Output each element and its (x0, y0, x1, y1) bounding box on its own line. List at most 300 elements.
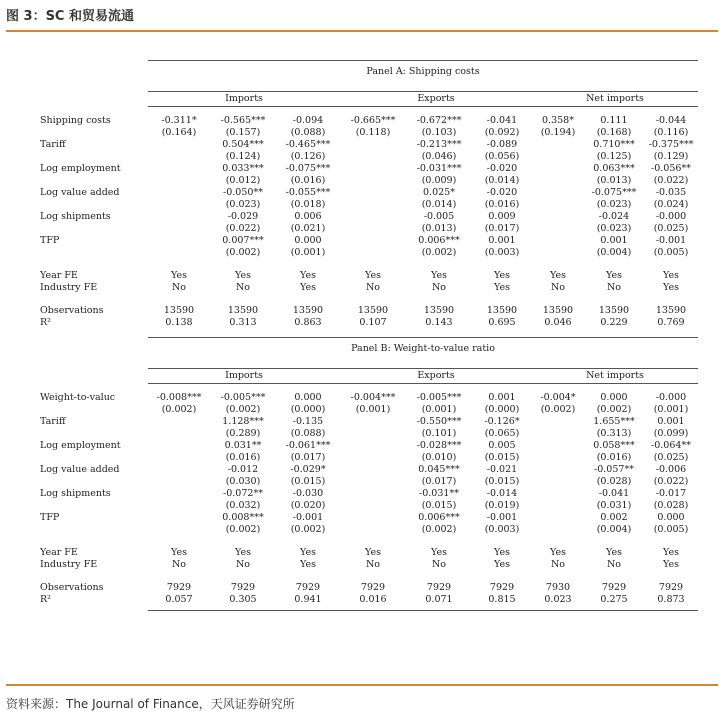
coefficient-cell: -0.031*** (416, 163, 462, 174)
coefficient-cell: 1.655*** (593, 416, 635, 427)
coefficient-row (40, 464, 698, 476)
coefficient-cell: -0.024 (598, 211, 630, 222)
coefficient-cell: -0.057** (594, 464, 634, 475)
coefficient-cell: -0.029* (290, 464, 326, 475)
std-error-cell: (0.001) (290, 247, 326, 258)
std-error-cell: (0.157) (225, 127, 261, 138)
std-error-cell: (0.000) (290, 404, 326, 415)
std-error-cell (532, 223, 584, 235)
fe-cell: Yes (606, 547, 622, 558)
fe-cell: Yes (494, 559, 510, 570)
coefficient-cell: 0.006 (294, 211, 322, 222)
coefficient-row (40, 512, 698, 524)
std-error-cell: (0.092) (484, 127, 520, 138)
std-error-cell (340, 428, 406, 440)
std-error-cell: (0.031) (596, 500, 632, 511)
fe-cell: Yes (235, 547, 251, 558)
group-header: Imports (148, 92, 340, 107)
coefficient-cell: 0.710*** (593, 139, 635, 150)
fe-cell: No (365, 282, 381, 293)
coefficient-cell: -0.055*** (285, 187, 331, 198)
std-error-cell: (0.018) (290, 199, 326, 210)
std-error-row (40, 428, 698, 440)
std-error-cell: (0.002) (290, 524, 326, 535)
std-error-cell: (0.001) (421, 404, 457, 415)
std-error-cell (340, 524, 406, 536)
std-error-cell: (0.002) (161, 404, 197, 415)
source-note: 资料来源：The Journal of Finance，天风证券研究所 (6, 697, 295, 711)
std-error-cell: (0.013) (421, 223, 457, 234)
coefficient-cell: -0.014 (486, 488, 518, 499)
stat-cell: 7929 (166, 582, 192, 593)
coefficient-cell: -0.064** (651, 440, 691, 451)
coefficient-cell (148, 512, 210, 524)
coefficient-cell (148, 488, 210, 500)
coefficient-cell: -0.665*** (350, 115, 396, 126)
stat-cell: 0.046 (544, 317, 572, 328)
stat-cell: 0.695 (488, 317, 516, 328)
coefficient-cell (532, 163, 584, 175)
coefficient-cell: -0.050** (223, 187, 263, 198)
spacer-row (40, 329, 698, 338)
coefficient-cell (532, 416, 584, 428)
coefficient-cell (148, 416, 210, 428)
std-error-row (40, 151, 698, 163)
year-fe-row (40, 547, 698, 559)
std-error-cell (148, 452, 210, 464)
fe-cell: Yes (300, 547, 316, 558)
coefficient-cell (148, 211, 210, 223)
row-label: Year FE (40, 270, 78, 281)
fe-cell: Yes (494, 547, 510, 558)
std-error-cell: (0.012) (225, 175, 261, 186)
stat-cell: 7929 (489, 582, 515, 593)
coefficient-cell: -0.061*** (285, 440, 331, 451)
coefficient-cell (532, 211, 584, 223)
coefficient-cell: 0.002 (600, 512, 628, 523)
fe-cell: Yes (431, 547, 447, 558)
regression-table (40, 60, 698, 623)
coefficient-cell: -0.672*** (416, 115, 462, 126)
std-error-row (40, 476, 698, 488)
group-header: Exports (340, 369, 532, 384)
stat-cell: 7929 (230, 582, 256, 593)
fe-cell: Yes (663, 270, 679, 281)
std-error-cell (148, 524, 210, 536)
coefficient-cell: 0.006*** (418, 512, 460, 523)
coefficient-cell: -0.020 (486, 187, 518, 198)
coefficient-cell: 0.063*** (593, 163, 635, 174)
coefficient-cell (148, 464, 210, 476)
coefficient-cell: -0.004* (540, 392, 576, 403)
fe-cell: No (606, 559, 622, 570)
row-label: Shipping costs (40, 115, 111, 126)
std-error-cell: (0.164) (161, 127, 197, 138)
fe-cell: No (235, 559, 251, 570)
coefficient-cell (340, 163, 406, 175)
std-error-cell: (0.023) (225, 199, 261, 210)
coefficient-cell: -0.005*** (416, 392, 462, 403)
group-header: Exports (340, 92, 532, 107)
coefficient-cell (340, 440, 406, 452)
stat-cell: 0.863 (294, 317, 322, 328)
fe-cell: No (550, 559, 566, 570)
coefficient-cell: -0.005*** (220, 392, 266, 403)
fe-cell: Yes (300, 270, 316, 281)
coefficient-cell: 0.025* (423, 187, 455, 198)
stat-cell: 13590 (598, 305, 630, 316)
coefficient-cell: -0.075*** (591, 187, 637, 198)
fe-cell: Yes (171, 270, 187, 281)
coefficient-cell: 0.000 (600, 392, 628, 403)
std-error-cell: (0.010) (421, 452, 457, 463)
figure-title: 图 3：SC 和贸易流通 (6, 9, 135, 24)
coefficient-cell (148, 187, 210, 199)
coefficient-cell: -0.565*** (220, 115, 266, 126)
std-error-cell: (0.005) (653, 247, 689, 258)
row-label: Observations (40, 305, 104, 316)
coefficient-cell: 0.006*** (418, 235, 460, 246)
coefficient-cell: 0.058*** (593, 440, 635, 451)
std-error-cell (532, 500, 584, 512)
coefficient-cell (340, 187, 406, 199)
coefficient-row (40, 187, 698, 199)
std-error-cell: (0.004) (596, 524, 632, 535)
stat-cell: 0.057 (165, 594, 193, 605)
stat-cell: 13590 (227, 305, 259, 316)
stat-cell: 7930 (545, 582, 571, 593)
fe-cell: No (365, 559, 381, 570)
std-error-cell: (0.017) (290, 452, 326, 463)
coefficient-row (40, 488, 698, 500)
stat-cell: 0.313 (229, 317, 257, 328)
fe-cell: Yes (550, 270, 566, 281)
std-error-cell: (0.028) (653, 500, 689, 511)
std-error-cell: (0.099) (653, 428, 689, 439)
coefficient-row (40, 416, 698, 428)
coefficient-cell: -0.213*** (416, 139, 462, 150)
std-error-cell: (0.016) (225, 452, 261, 463)
coefficient-cell: 0.111 (600, 115, 628, 126)
std-error-cell (148, 175, 210, 187)
row-label: R² (40, 317, 51, 328)
std-error-cell: (0.313) (596, 428, 632, 439)
fe-cell: No (171, 559, 187, 570)
stat-cell: 7929 (360, 582, 386, 593)
panel-title-row (40, 338, 698, 361)
std-error-cell: (0.129) (653, 151, 689, 162)
std-error-row (40, 500, 698, 512)
fe-cell: Yes (171, 547, 187, 558)
coefficient-cell: 0.000 (294, 392, 322, 403)
coefficient-cell: -0.089 (486, 139, 518, 150)
stat-cell: 13590 (655, 305, 687, 316)
coefficient-cell: -0.030 (292, 488, 324, 499)
coefficient-cell: -0.008*** (156, 392, 202, 403)
std-error-cell (532, 428, 584, 440)
coefficient-cell: 0.358* (542, 115, 574, 126)
std-error-cell: (0.118) (355, 127, 391, 138)
std-error-cell (340, 452, 406, 464)
stat-cell: 0.769 (657, 317, 685, 328)
r2-row (40, 594, 698, 606)
coefficient-cell: -0.004*** (350, 392, 396, 403)
std-error-cell (148, 500, 210, 512)
row-label: R² (40, 594, 51, 605)
coefficient-cell: 0.033*** (222, 163, 264, 174)
coefficient-cell (148, 163, 210, 175)
row-label: Industry FE (40, 559, 98, 570)
std-error-cell (148, 476, 210, 488)
std-error-row (40, 127, 698, 139)
fe-cell: No (606, 282, 622, 293)
stat-cell: 7929 (658, 582, 684, 593)
spacer-row (40, 259, 698, 270)
std-error-cell: (0.126) (290, 151, 326, 162)
coefficient-cell (532, 464, 584, 476)
coefficient-cell: 0.001 (657, 416, 685, 427)
row-label: Observations (40, 582, 104, 593)
stat-cell: 0.941 (294, 594, 322, 605)
std-error-cell (532, 151, 584, 163)
std-error-cell: (0.088) (290, 428, 326, 439)
std-error-cell: (0.289) (225, 428, 261, 439)
std-error-cell (340, 199, 406, 211)
row-label: Log value added (40, 464, 120, 475)
std-error-cell (340, 175, 406, 187)
std-error-cell (532, 175, 584, 187)
coefficient-row (40, 115, 698, 127)
std-error-cell (148, 428, 210, 440)
coefficient-row (40, 440, 698, 452)
coefficient-cell: -0.001 (655, 235, 687, 246)
coefficient-cell: 0.001 (488, 235, 516, 246)
stat-cell: 7929 (426, 582, 452, 593)
std-error-cell: (0.017) (421, 476, 457, 487)
row-label: Log employment (40, 440, 121, 451)
std-error-cell: (0.002) (421, 247, 457, 258)
row-label: TFP (40, 512, 60, 523)
stat-cell: 0.023 (544, 594, 572, 605)
coefficient-cell: -0.000 (655, 211, 687, 222)
coefficient-cell: -0.001 (486, 512, 518, 523)
std-error-cell (340, 151, 406, 163)
std-error-row (40, 452, 698, 464)
std-error-cell: (0.002) (421, 524, 457, 535)
stat-cell: 13590 (486, 305, 518, 316)
std-error-cell: (0.014) (484, 175, 520, 186)
std-error-cell: (0.003) (484, 524, 520, 535)
coefficient-cell (340, 211, 406, 223)
std-error-cell: (0.009) (421, 175, 457, 186)
std-error-cell: (0.016) (290, 175, 326, 186)
coefficient-cell: -0.035 (655, 187, 687, 198)
spacer-row (40, 571, 698, 582)
coefficient-cell: -0.044 (655, 115, 687, 126)
panel-title-row (40, 61, 698, 84)
std-error-cell: (0.028) (596, 476, 632, 487)
std-error-cell: (0.088) (290, 127, 326, 138)
coefficient-cell (340, 464, 406, 476)
std-error-cell: (0.016) (596, 452, 632, 463)
std-error-cell: (0.003) (484, 247, 520, 258)
std-error-cell: (0.014) (421, 199, 457, 210)
std-error-cell: (0.005) (653, 524, 689, 535)
std-error-cell: (0.025) (653, 223, 689, 234)
fe-cell: Yes (494, 282, 510, 293)
std-error-cell: (0.002) (540, 404, 576, 415)
coefficient-cell (532, 139, 584, 151)
fe-cell: No (235, 282, 251, 293)
observations-row (40, 305, 698, 317)
fe-cell: Yes (365, 270, 381, 281)
std-error-row (40, 247, 698, 259)
stat-cell: 13590 (292, 305, 324, 316)
coefficient-cell: 0.045*** (418, 464, 460, 475)
std-error-cell: (0.022) (225, 223, 261, 234)
std-error-cell: (0.015) (421, 500, 457, 511)
std-error-cell (532, 452, 584, 464)
year-fe-row (40, 270, 698, 282)
std-error-cell: (0.015) (290, 476, 326, 487)
std-error-cell: (0.019) (484, 500, 520, 511)
std-error-cell (340, 500, 406, 512)
group-header-row (40, 92, 698, 107)
std-error-cell: (0.001) (355, 404, 391, 415)
panel-title: Panel A: Shipping costs (148, 61, 698, 84)
std-error-cell: (0.025) (653, 452, 689, 463)
spacer-row (40, 83, 698, 92)
std-error-cell (148, 151, 210, 163)
std-error-cell: (0.013) (596, 175, 632, 186)
std-error-cell (148, 223, 210, 235)
stat-cell: 0.229 (600, 317, 628, 328)
row-label: Log shipments (40, 211, 111, 222)
std-error-cell: (0.020) (290, 500, 326, 511)
coefficient-cell: -0.028*** (416, 440, 462, 451)
std-error-cell: (0.101) (421, 428, 457, 439)
std-error-cell: (0.023) (596, 223, 632, 234)
row-label: Industry FE (40, 282, 98, 293)
coefficient-cell: -0.072** (223, 488, 263, 499)
coefficient-cell (148, 235, 210, 247)
std-error-cell: (0.065) (484, 428, 520, 439)
std-error-row (40, 175, 698, 187)
industry-fe-row (40, 282, 698, 294)
coefficient-cell (532, 512, 584, 524)
std-error-cell (532, 524, 584, 536)
fe-cell: No (431, 282, 447, 293)
std-error-cell: (0.125) (596, 151, 632, 162)
stat-cell: 0.071 (425, 594, 453, 605)
stat-cell: 13590 (542, 305, 574, 316)
std-error-cell: (0.015) (484, 452, 520, 463)
coefficient-cell: 0.000 (657, 512, 685, 523)
stat-cell: 0.305 (229, 594, 257, 605)
std-error-cell: (0.030) (225, 476, 261, 487)
r2-row (40, 317, 698, 329)
row-label: Tariff (40, 139, 66, 150)
coefficient-cell (340, 139, 406, 151)
fe-cell: No (171, 282, 187, 293)
std-error-cell: (0.056) (484, 151, 520, 162)
coefficient-cell: 0.504*** (222, 139, 264, 150)
std-error-cell: (0.168) (596, 127, 632, 138)
std-error-cell: (0.000) (484, 404, 520, 415)
group-header: Net imports (532, 369, 698, 384)
coefficient-cell (148, 139, 210, 151)
coefficient-cell (532, 235, 584, 247)
coefficient-cell: -0.094 (292, 115, 324, 126)
spacer-row (40, 107, 698, 116)
fe-cell: Yes (494, 270, 510, 281)
std-error-cell (532, 199, 584, 211)
row-label: Log shipments (40, 488, 111, 499)
std-error-row (40, 223, 698, 235)
coefficient-cell: -0.012 (227, 464, 259, 475)
std-error-cell (532, 476, 584, 488)
coefficient-cell: -0.031** (419, 488, 459, 499)
fe-cell: Yes (550, 547, 566, 558)
std-error-cell: (0.046) (421, 151, 457, 162)
panel-title: Panel B: Weight-to-value ratio (148, 338, 698, 361)
std-error-cell: (0.002) (596, 404, 632, 415)
row-label: Log employment (40, 163, 121, 174)
std-error-cell: (0.103) (421, 127, 457, 138)
coefficient-cell: -0.550*** (416, 416, 462, 427)
coefficient-row (40, 235, 698, 247)
coefficient-cell: -0.056** (651, 163, 691, 174)
std-error-cell: (0.002) (225, 247, 261, 258)
coefficient-cell: -0.005 (423, 211, 455, 222)
coefficient-cell: -0.375*** (648, 139, 694, 150)
stat-cell: 0.016 (359, 594, 387, 605)
stat-cell: 0.275 (600, 594, 628, 605)
row-label: Log value added (40, 187, 120, 198)
stat-cell: 7929 (295, 582, 321, 593)
std-error-cell (340, 223, 406, 235)
coefficient-cell: 0.008*** (222, 512, 264, 523)
coefficient-row (40, 139, 698, 151)
std-error-row (40, 524, 698, 536)
stat-cell: 13590 (423, 305, 455, 316)
coefficient-cell (340, 235, 406, 247)
coefficient-cell (148, 440, 210, 452)
std-error-cell: (0.002) (225, 524, 261, 535)
coefficient-cell (532, 440, 584, 452)
coefficient-cell: -0.041 (598, 488, 630, 499)
std-error-cell: (0.116) (653, 127, 689, 138)
stat-cell: 0.873 (657, 594, 685, 605)
coefficient-row (40, 392, 698, 404)
row-label: Year FE (40, 547, 78, 558)
row-label: Weight-to-valuc (40, 392, 116, 403)
std-error-cell (340, 476, 406, 488)
table-bottom-rule (40, 611, 698, 624)
stat-cell: 13590 (163, 305, 195, 316)
coefficient-cell: 1.128*** (222, 416, 264, 427)
coefficient-cell: -0.000 (655, 392, 687, 403)
stat-cell: 13590 (357, 305, 389, 316)
coefficient-cell: 0.000 (294, 235, 322, 246)
stat-cell: 0.815 (488, 594, 516, 605)
std-error-cell: (0.124) (225, 151, 261, 162)
std-error-cell: (0.022) (653, 175, 689, 186)
coefficient-cell: -0.017 (655, 488, 687, 499)
std-error-cell: (0.194) (540, 127, 576, 138)
coefficient-cell: -0.020 (486, 163, 518, 174)
coefficient-cell: -0.135 (292, 416, 324, 427)
